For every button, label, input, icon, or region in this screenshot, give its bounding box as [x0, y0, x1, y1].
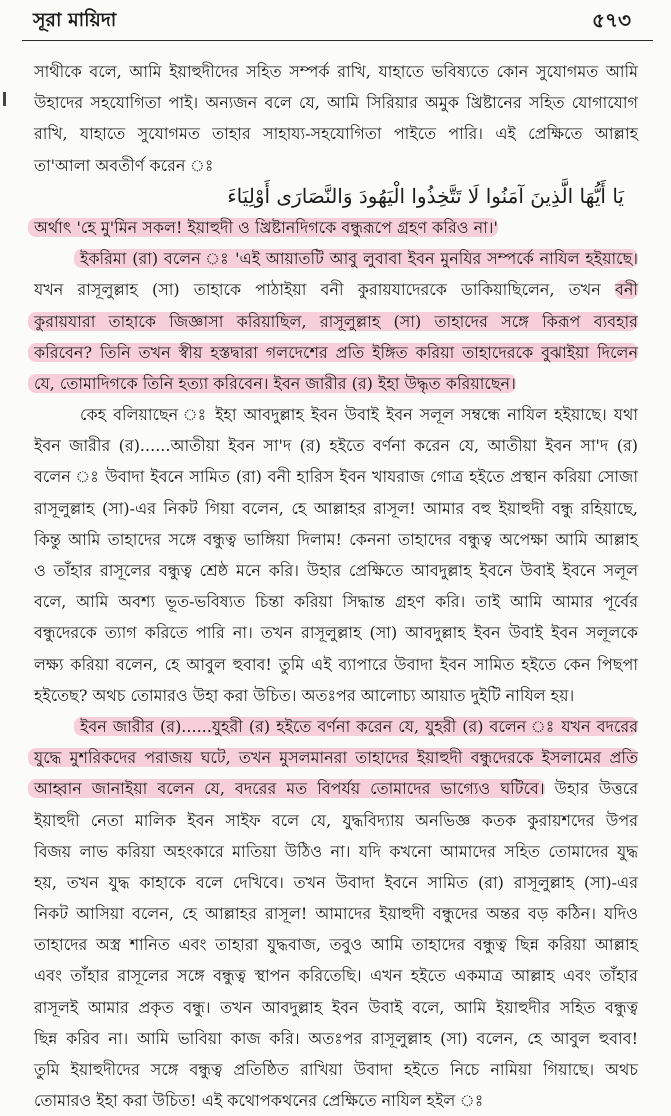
line-text: বলেন ঃ উবাদা ইবনে সামিত (রা) বনী হারিস ইবন খাযরাজ গোত্র হইতে প্রস্থান করিয়া সোজা	[34, 467, 638, 487]
line-text: কিন্তু আমি তাহাদের সঙ্গে বন্ধুত্ব ভাঙ্গিয়া দিলাম! কেননা তাহাদের বন্ধুত্ব অপেক্ষা আমি আল্লাহ	[34, 529, 638, 549]
line-text: ও তাঁহার রাসূলের বন্ধুত্ব শ্রেষ্ঠ মনে করি। উহার প্রেক্ষিতে আবদুল্লাহ ইবনে উবাই ইবনে সলূল	[34, 561, 638, 580]
text-line	[34, 399, 638, 430]
page-number: ৫৭৩	[592, 8, 631, 32]
text-line	[34, 87, 638, 118]
line-text: হয়, তখন যুদ্ধ কাহাকে বলে দেখিবে। তখন উবাদা ইবনে সামিত (রা) রাসূলুল্লাহ (সা)-এর	[34, 872, 638, 892]
text-line	[34, 493, 638, 524]
highlighted-text: কুরায়যারা তাহাকে জিজ্ঞাসা করিয়াছিল, রাসূলুল্লাহ (সা) তাহাদের সঙ্গে কিরূপ ব্যবহার	[28, 312, 638, 331]
text-line	[34, 617, 638, 648]
line-text: এবং তাঁহার রাসূলের সঙ্গে বন্ধুত্ব স্থাপন করিতেছি। এখন হইতে একমাত্র আল্লাহ এবং তাঁহার	[34, 966, 638, 986]
text-line	[34, 805, 638, 836]
surah-name-header: সূরা মায়িদা	[33, 9, 117, 31]
line-text: তাহাদের অস্ত্র শানিত এবং তাহারা যুদ্ধবাজ, তবুও আমি তাহাদের বন্ধুত্ব ছিন্ন করিয়া আল্লাহ	[34, 935, 638, 955]
line-text: সাথীকে বলে, আমি ইয়াহুদীদের সহিত সম্পর্ক রাখি, যাহাতে ভবিষ্যতে কোন সুযোগমত আমি	[34, 62, 638, 81]
text-line	[34, 680, 638, 711]
text-line	[34, 836, 638, 867]
text-line	[34, 306, 638, 337]
highlighted-text: ইকরিমা (রা) বলেন ঃ 'এই আয়াতটি আবু লুবাবা ইবন মুনযির সম্পর্কে নাযিল হইয়াছে।	[74, 249, 638, 268]
line-text: তোমারও ইহা করা উচিত! এই কথোপকথনের প্রেক্ষিতে নাযিল হইল ঃ	[34, 1091, 484, 1111]
text-line	[34, 586, 638, 617]
text-line	[34, 461, 638, 492]
header-rule	[22, 40, 653, 41]
text-line	[34, 524, 638, 555]
text-line	[34, 1054, 638, 1085]
highlighted-text: বনী	[614, 280, 638, 300]
line-text: তুমি ইয়াহুদীদের সঙ্গে বন্ধুত্ব প্রতিষ্ঠিত রাখিয়া উবাদা হইতে নিচে নামিয়া গিয়াছে। অথচ	[34, 1060, 638, 1079]
line-text: ইয়াহুদী নেতা মালিক ইবন সাইফ বলে যে, যুদ্ধবিদ্যায় অনভিজ্ঞ কতক কুরায়শদের উপর	[34, 810, 638, 830]
quran-verse-line	[34, 181, 638, 212]
text-line	[34, 992, 638, 1023]
text-line	[34, 867, 638, 898]
line-text: হইতেছ? অথচ তোমারও উহা করা উচিত। অতঃপর আলোচ্য আয়াত দুইটি নাযিল হয়।	[34, 685, 575, 705]
text-line	[34, 898, 638, 929]
line-text: উহার উত্তরে	[544, 779, 639, 799]
line-text: যখন রাসূলুল্লাহ (সা) তাহাকে পাঠাইয়া বনী কুরায়যাদেরকে ডাকিয়াছিলেন, তখন	[34, 280, 615, 300]
text-line	[34, 555, 638, 586]
arabic-text: يَا أَيُّهَا الَّذِينَ آمَنُوا لَا تَتَّخِذُوا الْيَهُودَ وَالنَّصَارَى أَوْلِيَاءَ	[227, 183, 624, 208]
line-text: নিকট আসিয়া বলেন, হে আল্লাহর রাসূল! আমাদের ইয়াহুদী বন্ধুদের অন্তর বড় কঠিন। যদিও	[34, 904, 638, 924]
line-text: বন্ধুদেরকে ত্যাগ করিতে পারি না। তখন রাসূলুল্লাহ (সা) আবদুল্লাহ ইবন উবাই ইবন সলূলকে	[34, 623, 638, 643]
line-text: লক্ষ্য করিয়া বলেন, হে আবুল হুবাব! তুমি এই ব্যাপারে উবাদা ইবন সামিত হইতে কেন পিছপা	[34, 654, 638, 674]
line-text: বলে, আমি অবশ্য ভূত-ভবিষ্যত চিন্তা করিয়া সিদ্ধান্ত গ্রহণ করি। তাই আমি আমার পূর্বের	[34, 592, 638, 612]
text-line	[34, 430, 638, 461]
text-line	[34, 929, 638, 960]
line-text: তা'আলা অবতীর্ণ করেন ঃ	[34, 155, 214, 175]
text-line	[34, 742, 638, 773]
text-line	[34, 1085, 638, 1116]
highlighted-text: করিবেন? তিনি তখন স্বীয় হস্তদ্বারা গলদেশের প্রতি ইঙ্গিত করিয়া তাহাদেরকে বুঝাইয়া দিলেন	[28, 343, 638, 362]
text-line	[34, 960, 638, 991]
text-line	[34, 773, 638, 804]
highlighted-text: যুদ্ধে মুশরিকদের পরাজয় ঘটে, তখন মুসলমানরা তাহাদের ইয়াহুদী বন্ধুদেরকে ইসলামের প্রতি	[28, 748, 638, 767]
text-line	[34, 243, 638, 274]
text-line	[34, 56, 638, 87]
highlighted-text: যে, তোমাদিগকে তিনি হত্যা করিবেন। ইবন জারীর (র) ইহা উদ্ধৃত করিয়াছেন।	[28, 374, 516, 393]
line-text: বিজয় লাভ করিয়া অহংকারে মাতিয়া উঠিও না। যদি কখনো আমাদের সহিত তোমাদের যুদ্ধ	[34, 841, 638, 861]
text-line	[34, 711, 638, 742]
highlighted-text: অর্থাৎ 'হে মু'মিন সকল! ইয়াহুদী ও খ্রিষ্টানদিগকে বন্ধুরূপে গ্রহণ করিও না।'	[28, 218, 498, 237]
text-line	[34, 337, 638, 368]
text-line	[34, 118, 638, 149]
page-body	[34, 56, 638, 1116]
text-line	[34, 212, 638, 243]
text-line	[34, 150, 638, 181]
line-text: উহাদের সহযোগিতা পাই। অন্যজন বলে যে, আমি সিরিয়ার অমুক খ্রিষ্টানের সহিত যোগাযোগ	[34, 93, 638, 113]
text-line	[34, 1023, 638, 1054]
text-line	[34, 368, 638, 399]
line-text: রাসূলই আমার প্রকৃত বন্ধু। তখন আবদুল্লাহ ইবন উবাই বলে, আমি ইয়াহুদীর সহিত বন্ধুত্ব	[34, 997, 638, 1017]
line-text: ছিন্ন করিব না। আমি ভাবিয়া কাজ করি। অতঃপর রাসূলুল্লাহ (সা) বলেন, হে আবুল হুবাব!	[34, 1028, 638, 1048]
line-text: রাসূলুল্লাহ (সা)-এর নিকট গিয়া বলেন, হে আল্লাহর রাসূল! আমার বহু ইয়াহুদী বন্ধু রহিয়াছে,	[34, 498, 638, 518]
line-text: কেহ বলিয়াছেন ঃ ইহা আবদুল্লাহ ইবন উবাই ইবন সলূল সম্বন্ধে নাযিল হইয়াছে। যথা	[80, 405, 638, 425]
line-text: ইবন জারীর (র)......আতীয়া ইবন সা'দ (র) হইতে বর্ণনা করেন যে, আতীয়া ইবন সা'দ (র)	[34, 436, 638, 456]
margin-mark	[3, 92, 6, 106]
highlighted-text: আহ্বান জানাইয়া বলেন যে, বদরের মত বিপর্যয় তোমাদের ভাগ্যেও ঘটিবে।	[28, 779, 545, 798]
text-line	[34, 649, 638, 680]
line-text: রাখি, যাহাতে সুযোগমত তাহার সাহায্য-সহযোগিতা পাইতে পারি। এই প্রেক্ষিতে আল্লাহ	[34, 124, 638, 144]
text-line	[34, 274, 638, 305]
highlighted-text: ইবন জারীর (র)......যুহরী (র) হইতে বর্ণনা করেন যে, যুহরী (র) বলেন ঃ যখন বদরের	[74, 717, 638, 736]
